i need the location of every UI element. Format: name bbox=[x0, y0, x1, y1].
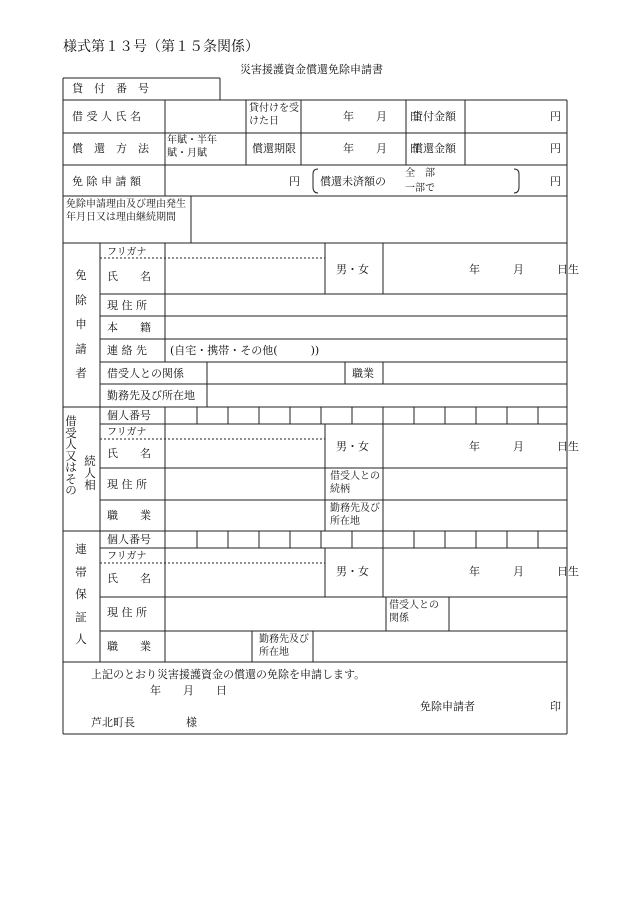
guarantor-workplace-label: 勤務先及び所在地 bbox=[259, 634, 309, 658]
loan-received-date-label: 貸付けを受けた日 bbox=[249, 103, 299, 127]
guarantor-furigana-label: フリガナ bbox=[107, 551, 147, 562]
addressee: 芦北町長 bbox=[91, 716, 135, 729]
successor-workplace-label: 勤務先及び所在地 bbox=[330, 503, 380, 527]
repaid-amount-yen: 円 bbox=[550, 142, 561, 155]
guarantor-name-label: 氏 名 bbox=[107, 572, 151, 585]
form-title: 災害援護資金償還免除申請書 bbox=[240, 63, 383, 76]
loan-amount-label: 貸付金額 bbox=[412, 110, 456, 123]
form-number: 様式第１３号（第１５条関係） bbox=[63, 39, 259, 55]
exemption-all: 全 部 bbox=[405, 168, 435, 179]
applicant-birth: 年 月 日生 bbox=[469, 263, 579, 276]
exemption-amount-label: 免 除 申 請 額 bbox=[72, 175, 141, 188]
loan-amount-yen: 円 bbox=[550, 110, 561, 123]
successor-gender: 男・女 bbox=[336, 440, 369, 453]
applicant-workplace-label: 勤務先及び所在地 bbox=[107, 389, 195, 402]
unpaid-prefix: 償還未済額の bbox=[320, 175, 386, 188]
guarantor-individual-number-label: 個人番号 bbox=[107, 533, 151, 546]
guarantor-address-label: 現 住 所 bbox=[107, 606, 147, 619]
loan-received-date: 年 月 日 bbox=[343, 110, 420, 123]
addressee-honorific: 様 bbox=[186, 716, 197, 729]
successor-occupation-label: 職 業 bbox=[107, 509, 151, 522]
borrower-name-label: 借 受 人 氏 名 bbox=[72, 110, 141, 123]
guarantor-birth: 年 月 日生 bbox=[469, 565, 579, 578]
repayment-method-label: 償 還 方 法 bbox=[72, 142, 149, 155]
guarantor-section-label: 連 帯 保 証 人 bbox=[75, 542, 87, 646]
successor-section-label: 借 受 人 又 は そ の 続 人 相 bbox=[65, 414, 96, 497]
exemption-amount-yen: 円 bbox=[289, 175, 300, 188]
successor-name-label: 氏 名 bbox=[107, 447, 151, 460]
successor-birth: 年 月 日生 bbox=[469, 440, 579, 453]
applicant-relation-label: 借受人との関係 bbox=[107, 367, 184, 380]
exemption-reason-label: 免除申請理由及び理由発生年月日又は理由継続期間 bbox=[66, 199, 186, 223]
successor-address-label: 現 住 所 bbox=[107, 478, 147, 491]
successor-individual-number-label: 個人番号 bbox=[107, 409, 151, 422]
repayment-method-value: 年賦・半年賦・月賦 bbox=[167, 135, 217, 159]
applicant-occupation-label: 職業 bbox=[352, 367, 374, 380]
applicant-name-label: 氏 名 bbox=[107, 270, 151, 283]
applicant-contact-label: 連 絡 先 bbox=[107, 344, 147, 357]
applicant-domicile-label: 本 籍 bbox=[107, 321, 151, 334]
applicant-gender: 男・女 bbox=[336, 263, 369, 276]
exemption-part: 一部で bbox=[405, 183, 435, 194]
applicant-signature-label: 免除申請者 bbox=[420, 700, 475, 713]
guarantor-occupation-label: 職 業 bbox=[107, 640, 151, 653]
repayment-due-date: 年 月 日 bbox=[343, 142, 420, 155]
exemption-yen: 円 bbox=[550, 175, 561, 188]
application-date: 年 月 日 bbox=[150, 684, 227, 697]
successor-relationship-label: 借受人との続柄 bbox=[330, 471, 380, 495]
guarantor-relation-label: 借受人との関係 bbox=[389, 600, 439, 624]
successor-furigana-label: フリガナ bbox=[107, 427, 147, 438]
application-statement: 上記のとおり災害援護資金の償還の免除を申請します。 bbox=[91, 668, 366, 681]
repayment-due-label: 償還期限 bbox=[252, 142, 296, 155]
applicant-furigana-label: フリガナ bbox=[107, 247, 147, 258]
seal-mark: 印 bbox=[550, 700, 561, 713]
applicant-address-label: 現 住 所 bbox=[107, 299, 147, 312]
applicant-section-label: 免 除 申 請 者 bbox=[75, 268, 87, 380]
repaid-amount-label: 償還金額 bbox=[412, 142, 456, 155]
guarantor-gender: 男・女 bbox=[336, 565, 369, 578]
loan-number-label: 貸 付 番 号 bbox=[72, 82, 149, 95]
applicant-contact-value: (自宅・携帯・その他( )) bbox=[170, 344, 320, 357]
